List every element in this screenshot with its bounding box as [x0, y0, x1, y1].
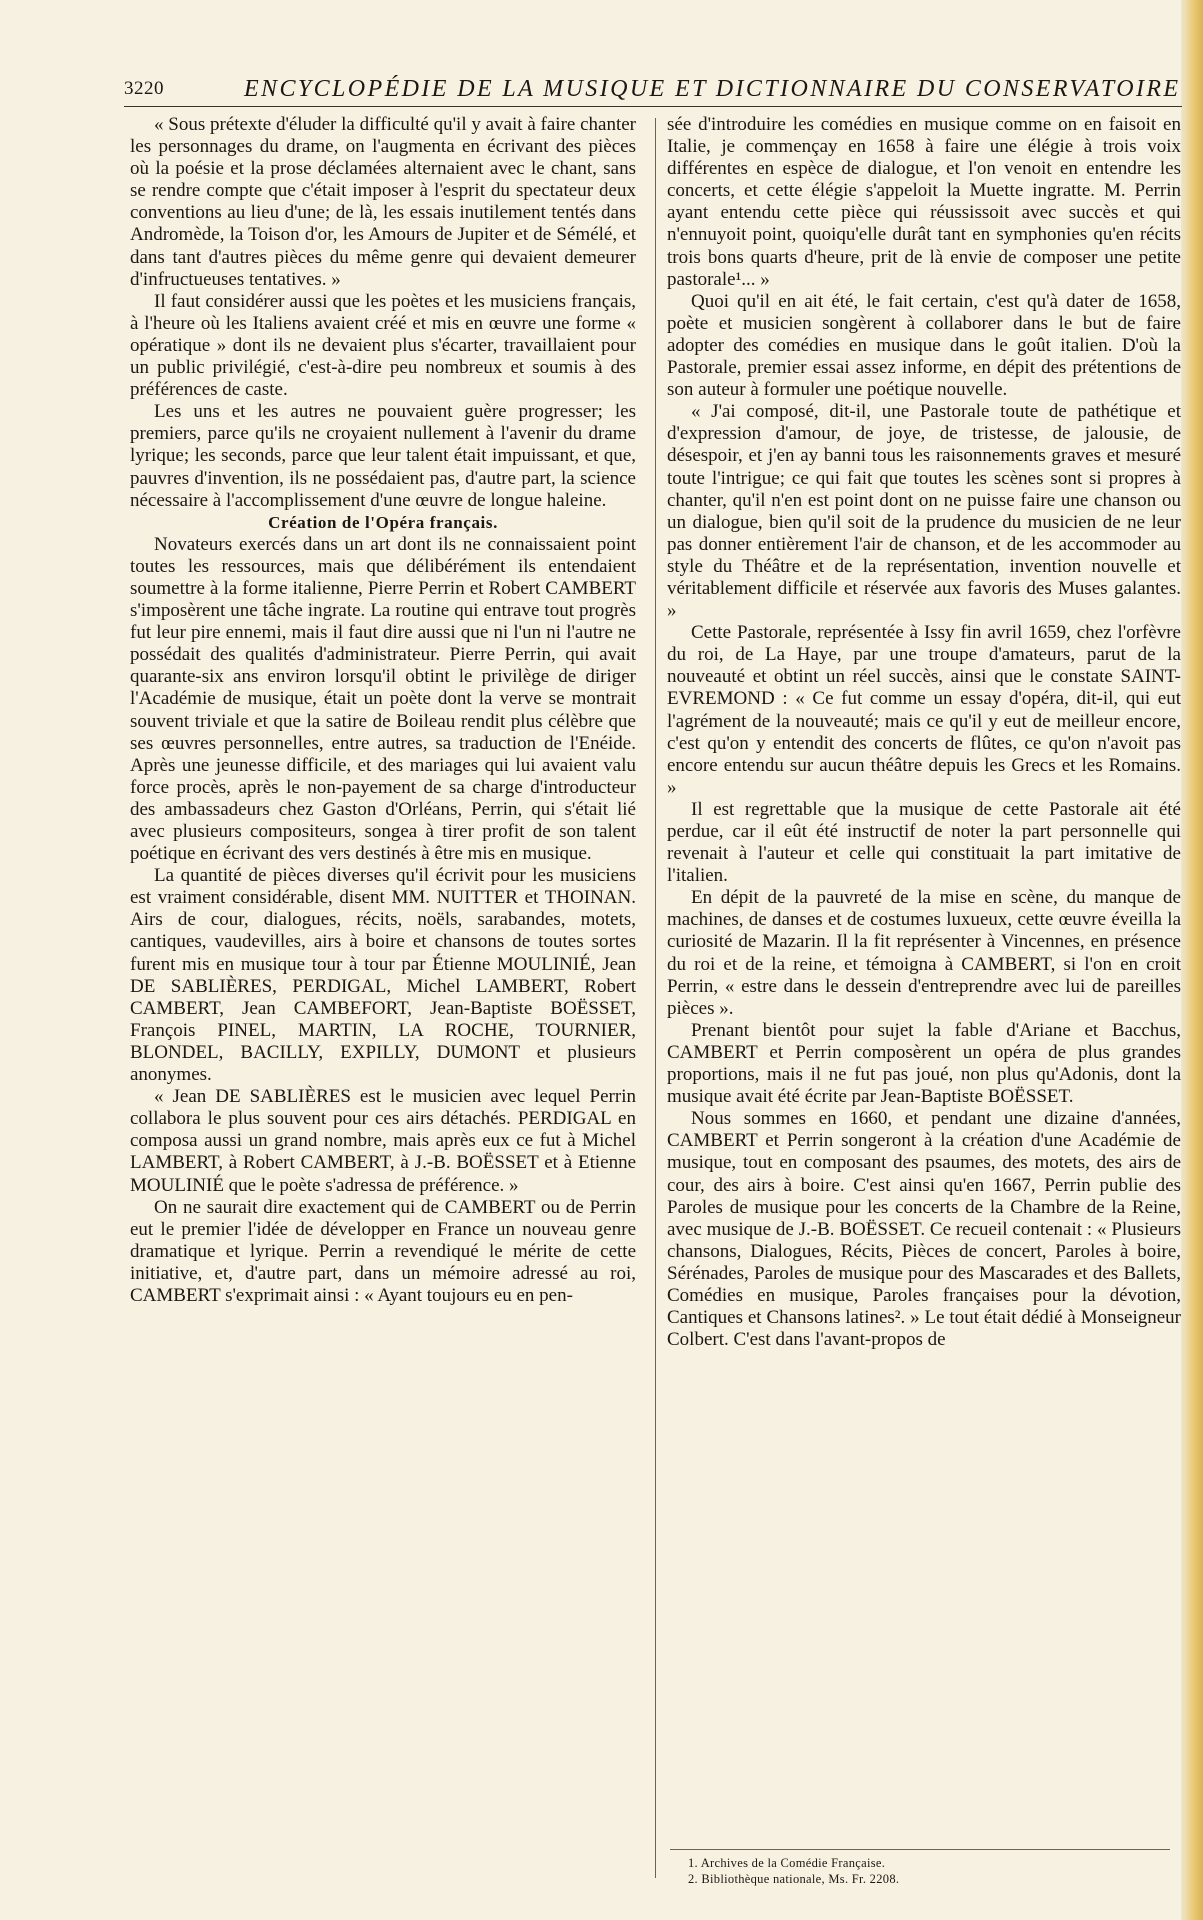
footnote: 1. Archives de la Comédie Française. [688, 1856, 886, 1870]
paragraph: Il est regrettable que la musique de cette Pastorale ait été perdue, car il eût été instructif de noter la part personnelle qui revenait à l'auteur et celle qui constituait la part imitative de l'italien. [667, 798, 1181, 887]
page-number: 3220 [124, 78, 164, 99]
page-edge [1181, 0, 1203, 1920]
footnotes [670, 1849, 1170, 1887]
section-title: Création de l'Opéra français. [268, 512, 498, 532]
paragraph: sée d'introduire les comédies en musique comme on en faisoit en Italie, je commençay en 1658 à faire une élégie à trois voix différentes en espèce de dialogue, et l'on venoit en entendre les concerts, et cette élégie s'appeloit la Muette ingratte. M. Perrin ayant entendu cette pièce qui réussissoit avec succès et qui n'ennuyoit point, quoiqu'elle durât tant en symphonies qu'en récits trois bons quarts d'heure, prit de là envie de composer une petite pastorale¹... » [667, 114, 1181, 290]
paragraph: Novateurs exercés dans un art dont ils ne connaissaient point toutes les ressources, mais que délibérément ils entendaient soumettre à la forme italienne, Pierre Perrin et Robert CAMBERT s'imposèrent une tâche ingrate. La routine qui entrave tout progrès fut leur pire ennemi, mais il faut dire aussi que ni l'un ni l'autre ne possédait des qualités d'administrateur. Pierre Perrin, qui avait quarante-six ans environ lorsqu'il obtint le privilège de diriger l'Académie de musique, était un poète dont la verve se montrait souvent triviale et que la satire de Boileau rendit plus célèbre que ses œuvres personnelles, entre autres, sa traduction de l'Enéide. Après une jeunesse difficile, et des mariages qui lui avaient valu force procès, après le non-payement de sa charge d'introducteur des ambassadeurs chez Gaston d'Orléans, Perrin, qui s'était lié avec plusieurs compositeurs, songea à tirer profit de son talent poétique en écrivant des vers destinés à être mis en musique. [130, 533, 636, 865]
paragraph: « Jean DE SABLIÈRES est le musicien avec lequel Perrin collabora le plus souvent pour ces airs détachés. PERDIGAL en composa aussi un grand nombre, mais après eux ce fut à Michel LAMBERT, à Robert CAMBERT, à J.-B. BOËSSET et à Etienne MOULINIÉ que le poète s'adressa de préférence. » [130, 1086, 636, 1196]
paragraph: Cette Pastorale, représentée à Issy fin avril 1659, chez l'orfèvre du roi, de La Haye, par une troupe d'amateurs, parut de la nouveauté et obtint un réel succès, ainsi que le constate SAINT-EVREMOND : « Ce fut comme un essay d'opéra, dit-il, qui eut l'agrément de la nouveauté; mais ce qu'il y eut de meilleur encore, c'est qu'on y entendit des concerts de flûtes, ce qu'on n'avoit pas encore entendu sur aucun théâtre depuis les Grecs et les Romains. » [667, 622, 1181, 798]
paragraph: Prenant bientôt pour sujet la fable d'Ariane et Bacchus, CAMBERT et Perrin composèrent un opéra de plus grandes proportions, mais il ne fut pas joué, non plus qu'Adonis, dont la musique avait été écrite par Jean-Baptiste BOËSSET. [667, 1019, 1181, 1108]
right-column [667, 114, 1181, 1351]
paragraph: Quoi qu'il en ait été, le fait certain, c'est qu'à dater de 1658, poète et musicien songèrent à collaborer dans le but de faire adopter des comédies en musique dans le goût italien. D'où la Pastorale, premier essai assez informe, en dépit des prétentions de son auteur à formuler une poétique nouvelle. [667, 290, 1181, 401]
running-title: ENCYCLOPÉDIE DE LA MUSIQUE ET DICTIONNAIRE DU CONSERVATOIRE [244, 76, 1181, 102]
column-separator [655, 118, 656, 1878]
paragraph: La quantité de pièces diverses qu'il écrivit pour les musiciens est vraiment considérable, disent MM. NUITTER et THOINAN. Airs de cour, dialogues, récits, noëls, sarabandes, motets, cantiques, vaudevilles, airs à boire et chansons de toutes sortes furent mis en musique tour à tour par Étienne MOULINIÉ, Jean DE SABLIÈRES, PERDIGAL, Michel LAMBERT, Robert CAMBERT, Jean CAMBEFORT, Jean-Baptiste BOËSSET, François PINEL, MARTIN, LA ROCHE, TOURNIER, BLONDEL, BACILLY, EXPILLY, DUMONT et plusieurs anonymes. [130, 865, 636, 1086]
paragraph: « Sous prétexte d'éluder la difficulté qu'il y avait à faire chanter les personnages du drame, on l'augmenta en écrivant des pièces où la poésie et la prose déclamées alternaient avec le chant, sans se rendre compte que c'était imposer à l'esprit du spectateur deux conventions au lieu d'une; de là, les essais inutilement tentés dans Andromède, la Toison d'or, les Amours de Jupiter et de Sémélé, et dans tant d'autres pièces du même genre qui devaient demeurer d'infructueuses tentatives. » [130, 114, 636, 290]
footnote: 2. Bibliothèque nationale, Ms. Fr. 2208. [688, 1871, 900, 1886]
header-rule [124, 106, 1182, 107]
paragraph: En dépit de la pauvreté de la mise en scène, du manque de machines, de danses et de costumes luxueux, cette œuvre éveilla la curiosité de Mazarin. Il la fit représenter à Vincennes, en présence du roi et de la reine, et témoigna à CAMBERT, si l'on en croit Perrin, « estre dans le dessein d'entreprendre avec lui de pareilles pièces ». [667, 887, 1181, 1019]
paragraph: Les uns et les autres ne pouvaient guère progresser; les premiers, parce qu'ils ne croyaient nullement à l'avenir du drame lyrique; les seconds, parce que leur talent était impuissant, et que, pauvres d'invention, ils ne possédaient pas, d'autre part, la science nécessaire à l'accomplissement d'une œuvre de longue haleine. [130, 401, 636, 511]
paragraph: On ne saurait dire exactement qui de CAMBERT ou de Perrin eut le premier l'idée de développer en France un nouveau genre dramatique et lyrique. Perrin a revendiqué le mérite de cette initiative, et, d'autre part, dans un mémoire adressé au roi, CAMBERT s'exprimait ainsi : « Ayant toujours eu en pen- [130, 1196, 636, 1306]
left-column [130, 114, 636, 1307]
paragraph: « J'ai composé, dit-il, une Pastorale toute de pathétique et d'expression d'amour, de joye, de tristesse, de jalousie, de désespoir, et j'en ay banni tous les raisonnements graves et mesuré toute l'intrigue; ce qui fait que toutes les scènes sont si propres à chanter, qu'il n'en est point dont on ne puisse faire une chanson ou un dialogue, bien qu'il soit de la prudence du musicien de ne leur pas donner entièrement l'air de chanson, et de les accommoder au style du Théâtre et de la représentation, invention nouvelle et véritablement difficile et réservée aux favoris des Muses galantes. » [667, 401, 1181, 622]
paragraph: Il faut considérer aussi que les poètes et les musiciens français, à l'heure où les Italiens avaient créé et mis en œuvre une forme « opératique » dont ils ne devaient plus s'écarter, travaillaient pour un public privilégié, c'est-à-dire peu nombreux et soumis à des préférences de caste. [130, 290, 636, 401]
paragraph: Nous sommes en 1660, et pendant une dizaine d'années, CAMBERT et Perrin songeront à la création d'une Académie de musique, tout en composant des psaumes, des motets, des airs de cour, des airs à boire. C'est ainsi qu'en 1667, Perrin publie des Paroles de musique pour les concerts de la Chambre de la Reine, avec musique de J.-B. BOËSSET. Ce recueil contenait : « Plusieurs chansons, Dialogues, Récits, Pièces de concert, Paroles à boire, Sérénades, Paroles de musique pour des Mascarades et des Ballets, Comédies en musique, Paroles françaises pour la dévotion, Cantiques et Chansons latines². » Le tout était dédié à Monseigneur Colbert. C'est dans l'avant-propos de [667, 1108, 1181, 1351]
page-header [124, 74, 1184, 106]
